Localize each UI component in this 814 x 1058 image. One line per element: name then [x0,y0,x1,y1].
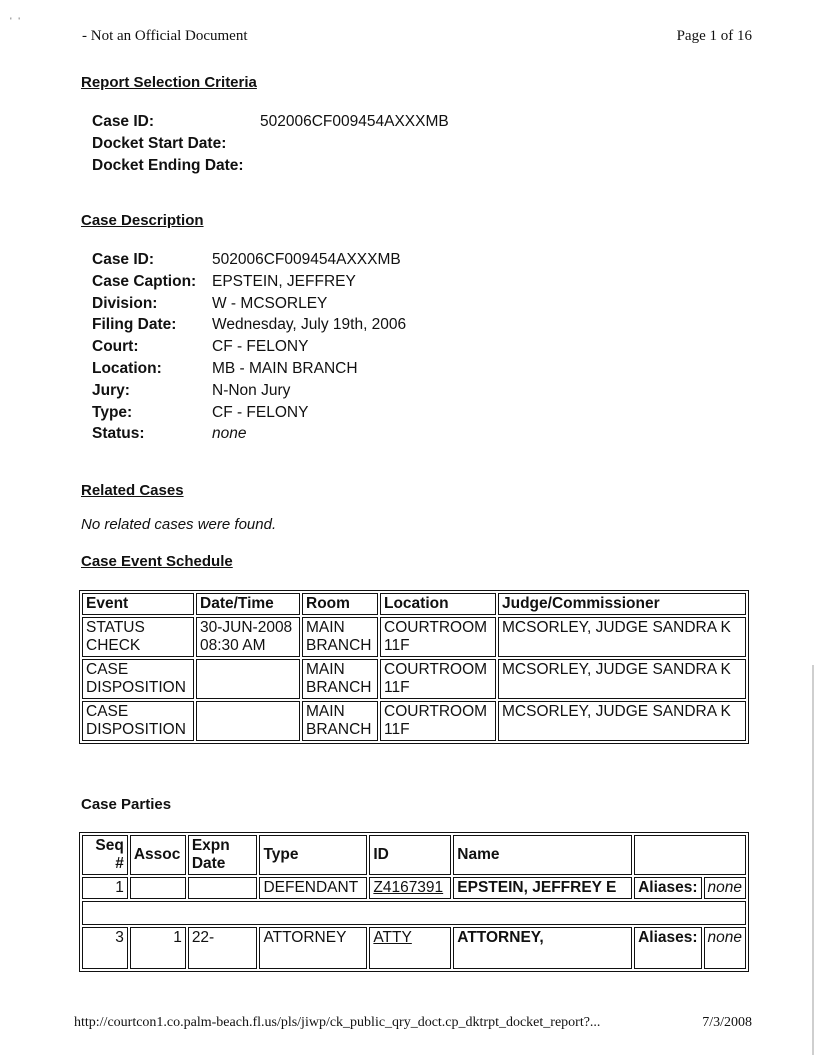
field-label: Status: [92,425,145,443]
docket-start-label: Docket Start Date: [92,134,227,152]
seq-cell: 3 [82,927,128,969]
type-cell: DEFENDANT [259,877,367,899]
event-cell: CASE DISPOSITION [82,659,194,699]
date-cell: 30-JUN-2008 08:30 AM [196,617,300,657]
related-cases-note: No related cases were found. [81,516,277,533]
col-header-assoc: Assoc [130,835,186,875]
field-value: W - MCSORLEY [212,294,328,312]
location-cell: COURTROOM 11F [380,617,496,657]
field-value: MB - MAIN BRANCH [212,359,358,377]
aliases-label: Aliases: [634,877,701,899]
footer-date: 7/3/2008 [702,1015,752,1030]
report-selection-title: Report Selection Criteria [81,74,257,91]
docket-end-label: Docket Ending Date: [92,156,244,174]
col-header-aliases [634,835,746,875]
seq-cell: 1 [82,877,128,899]
name-cell: EPSTEIN, JEFFREY E [453,877,632,899]
footer-url: http://courtcon1.co.palm-beach.fl.us/pls/jiwp/ck_public_qry_doct.cp_dktrpt_docket_report?... [74,1015,601,1030]
field-value: 502006CF009454AXXXMB [212,251,401,268]
related-cases-title: Related Cases [81,482,184,499]
col-header: Judge/Commissioner [498,593,746,615]
event-schedule-title: Case Event Schedule [81,553,233,570]
col-header-name: Name [453,835,632,875]
field-value: N-Non Jury [212,381,291,399]
aliases-value: none [704,877,746,899]
date-cell [196,659,300,699]
case-desc-row [92,336,406,358]
case-description-fields [92,249,406,445]
room-cell: MAIN BRANCH [302,659,378,699]
table-row-empty [82,901,746,925]
page-number: Page 1 of 16 [676,28,752,44]
location-cell: COURTROOM 11F [380,701,496,741]
case-id-value: 502006CF009454AXXXMB [260,113,449,130]
field-label: Case ID: [92,251,155,268]
case-desc-row [92,423,406,445]
event-schedule-table [79,590,749,744]
judge-cell: MCSORLEY, JUDGE SANDRA K [498,617,746,657]
expn-cell: 22- [188,927,258,969]
judge-cell: MCSORLEY, JUDGE SANDRA K [498,701,746,741]
col-header-seq: Seq # [82,835,128,875]
field-value: EPSTEIN, JEFFREY [212,272,356,290]
field-label: Jury: [92,381,130,399]
col-header-type: Type [259,835,367,875]
case-desc-row [92,402,406,424]
table-header-row [82,835,746,875]
field-label: Location: [92,359,162,377]
table-row [82,877,746,899]
case-desc-row [92,271,406,293]
field-value: CF - FELONY [212,338,309,356]
field-label: Case Caption: [92,272,197,290]
table-row [82,701,746,741]
page-cutoff [70,985,770,1010]
assoc-cell [130,877,186,899]
col-header-id: ID [369,835,451,875]
case-parties-table [79,832,749,972]
date-cell [196,701,300,741]
name-cell: ATTORNEY, [453,927,632,969]
case-desc-row [92,314,406,336]
table-row [82,927,746,969]
field-label: Filing Date: [92,316,177,334]
event-cell: CASE DISPOSITION [82,701,194,741]
col-header: Date/Time [196,593,300,615]
party-id-link[interactable]: Z4167391 [369,877,451,899]
expn-cell [188,877,258,899]
field-value: Wednesday, July 19th, 2006 [212,316,407,334]
assoc-cell: 1 [130,927,186,969]
field-label: Division: [92,294,158,312]
room-cell: MAIN BRANCH [302,701,378,741]
field-value: CF - FELONY [212,403,309,421]
aliases-value: none [704,927,746,969]
aliases-label: Aliases: [634,927,701,969]
case-id-label: Case ID: [92,113,155,130]
scan-specks: ' ' [10,16,22,26]
field-label: Type: [92,403,133,421]
location-cell: COURTROOM 11F [380,659,496,699]
empty-cell [82,901,746,925]
judge-cell: MCSORLEY, JUDGE SANDRA K [498,659,746,699]
case-desc-row [92,293,406,315]
field-label: Court: [92,338,139,356]
col-header-expn: Expn Date [188,835,258,875]
case-desc-row [92,249,406,271]
col-header: Room [302,593,378,615]
col-header: Event [82,593,194,615]
case-desc-row [92,358,406,380]
table-row [82,617,746,657]
field-value: none [212,425,247,443]
report-selection-fields [92,111,449,176]
case-parties-title: Case Parties [81,796,172,813]
col-header: Location [380,593,496,615]
event-cell: STATUS CHECK [82,617,194,657]
case-desc-row [92,380,406,402]
type-cell: ATTORNEY [259,927,367,969]
case-description-title: Case Description [81,212,204,229]
party-id-link[interactable]: ATTY [369,927,451,969]
table-header-row [82,593,746,615]
not-official-notice: - Not an Official Document [82,28,248,44]
table-row [82,659,746,699]
room-cell: MAIN BRANCH [302,617,378,657]
